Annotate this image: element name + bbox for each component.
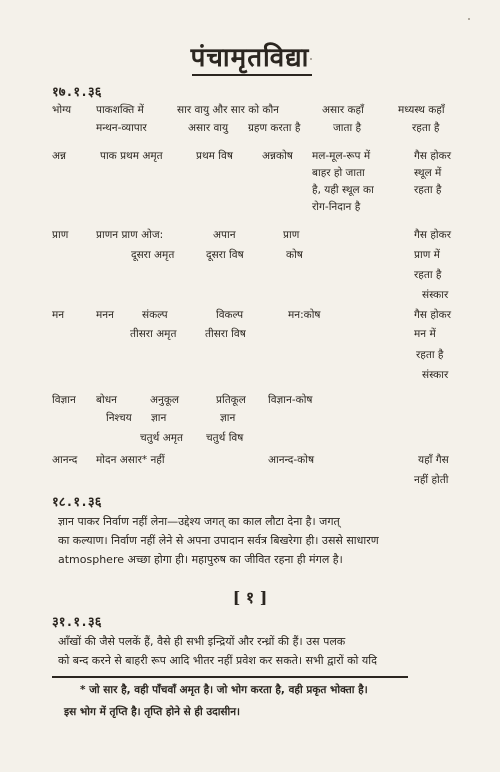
table-cell: मन xyxy=(52,309,65,321)
table-cell: तीसरा अमृत xyxy=(130,328,177,340)
table-cell: मल-मूल-रूप में xyxy=(312,150,371,162)
table-cell: मन में xyxy=(414,328,436,340)
paragraph-line: को बन्द करने से बाहरी रूप आदि भीतर नहीं प्रवेश कर सकते। सभी द्वारों को यदि xyxy=(58,654,377,667)
table-cell: दूसरा विष xyxy=(206,249,244,261)
date-heading: १८.१.३६ xyxy=(52,495,102,510)
table-cell: चतुर्थ विष xyxy=(206,432,244,444)
table-cell: संस्कार xyxy=(422,289,449,301)
table-cell: रहता है xyxy=(414,269,442,281)
table-cell: मोदन असार* नहीं xyxy=(96,454,165,466)
table-cell: सार वायु और सार को कौन xyxy=(177,104,279,116)
table-cell: विज्ञान xyxy=(52,394,76,406)
table-cell: प्रथम विष xyxy=(196,150,233,162)
table-cell: दूसरा अमृत xyxy=(131,249,175,261)
table-cell: ज्ञान xyxy=(151,412,167,424)
table-cell: निश्चय xyxy=(106,412,132,424)
table-cell: गैस होकर xyxy=(414,309,452,321)
table-cell: गैस होकर xyxy=(414,150,452,162)
table-cell: चतुर्थ अमृत xyxy=(140,432,183,444)
table-cell: संस्कार xyxy=(422,369,449,381)
table-cell: प्राण xyxy=(52,229,69,241)
table-cell: संकल्प xyxy=(142,309,168,321)
table-cell: आनन्द xyxy=(52,454,78,466)
table-cell: पाकशक्ति में xyxy=(96,104,144,116)
table-cell: असार कहाँ xyxy=(322,104,364,116)
date-heading: ३१.१.३६ xyxy=(52,615,102,630)
page-number: [ १ ] xyxy=(232,588,268,607)
table-cell: बोधन xyxy=(96,394,117,406)
table-cell: तीसरा विष xyxy=(205,328,246,340)
table-cell: ग्रहण करता है xyxy=(248,122,301,134)
table-cell: विज्ञान-कोष xyxy=(268,394,313,406)
table-cell: जाता है xyxy=(333,122,362,134)
date-heading: १७.१.३६ xyxy=(52,85,102,100)
table-cell: प्राण में xyxy=(414,249,440,261)
table-cell: मनन xyxy=(96,309,114,321)
table-cell: रहता है xyxy=(416,349,444,361)
table-cell: रहता है xyxy=(414,184,442,196)
table-cell: मध्यस्थ कहाँ xyxy=(398,104,445,116)
footnote-rule xyxy=(52,676,408,678)
table-cell: अपान xyxy=(213,229,236,241)
table-cell: प्राणन प्राण ओज: xyxy=(96,229,164,241)
paragraph-line: atmosphere अच्छा होगा ही। महापुरुष का जीवित रहना ही मंगल है। xyxy=(58,553,343,566)
page-title: पंचामृतविद्या xyxy=(190,43,310,73)
table-cell: प्राण xyxy=(283,229,300,241)
paragraph-line: ज्ञान पाकर निर्वाण नहीं लेना—उद्देश्य जगत् का काल लौटा देना है। जगत् xyxy=(58,515,340,528)
table-cell: कोष xyxy=(286,249,303,261)
table-cell: मन्थन-व्यापार xyxy=(96,122,147,134)
table-cell: रहता है xyxy=(412,122,440,134)
table-cell: अन्न xyxy=(52,150,67,162)
table-cell: प्रतिकूल xyxy=(216,394,246,406)
table-cell: स्थूल में xyxy=(414,167,442,179)
table-cell: रोग-निदान है xyxy=(312,201,361,213)
table-cell: यहाँ गैस xyxy=(418,454,449,466)
table-cell: भोग्य xyxy=(52,104,72,116)
paragraph xyxy=(58,632,462,670)
footnote-line: इस भोग में तृप्ति है। तृप्ति होने से ही उदासीन। xyxy=(64,706,241,718)
table-cell: पाक प्रथम अमृत xyxy=(100,150,163,162)
table-cell: मन:कोष xyxy=(288,309,321,321)
table-cell: गैस होकर xyxy=(414,229,452,241)
table-cell: नहीं होती xyxy=(414,474,449,486)
paragraph-line: आँखों की जैसे पलकें हैं, वैसे ही सभी इन्द्रियों और रन्ध्रों की हैं। उस पलक xyxy=(58,635,346,648)
table-cell: ज्ञान xyxy=(220,412,236,424)
table-cell: विकल्प xyxy=(216,309,244,321)
table-cell: अनुकूल xyxy=(150,394,180,406)
table-cell: आनन्द-कोष xyxy=(268,454,315,466)
footnote-line: * जो सार है, वही पाँचवाँ अमृत है। जो भोग करता है, वही प्रकृत भोक्ता है। xyxy=(80,684,368,696)
title-underline xyxy=(192,74,312,76)
table-cell: है, यही स्थूल का xyxy=(312,184,374,196)
table-cell: बाहर हो जाता xyxy=(312,167,365,179)
paragraph-line: का कल्याण। निर्वाण नहीं लेने से अपना उपादान सर्वत्र बिखरेगा ही। उससे साधारण xyxy=(58,534,379,547)
table-cell: अन्नकोष xyxy=(262,150,293,162)
table-cell: असार वायु xyxy=(188,122,229,134)
paper-speck xyxy=(310,58,312,60)
paper-speck xyxy=(468,18,470,20)
paragraph xyxy=(58,512,462,569)
